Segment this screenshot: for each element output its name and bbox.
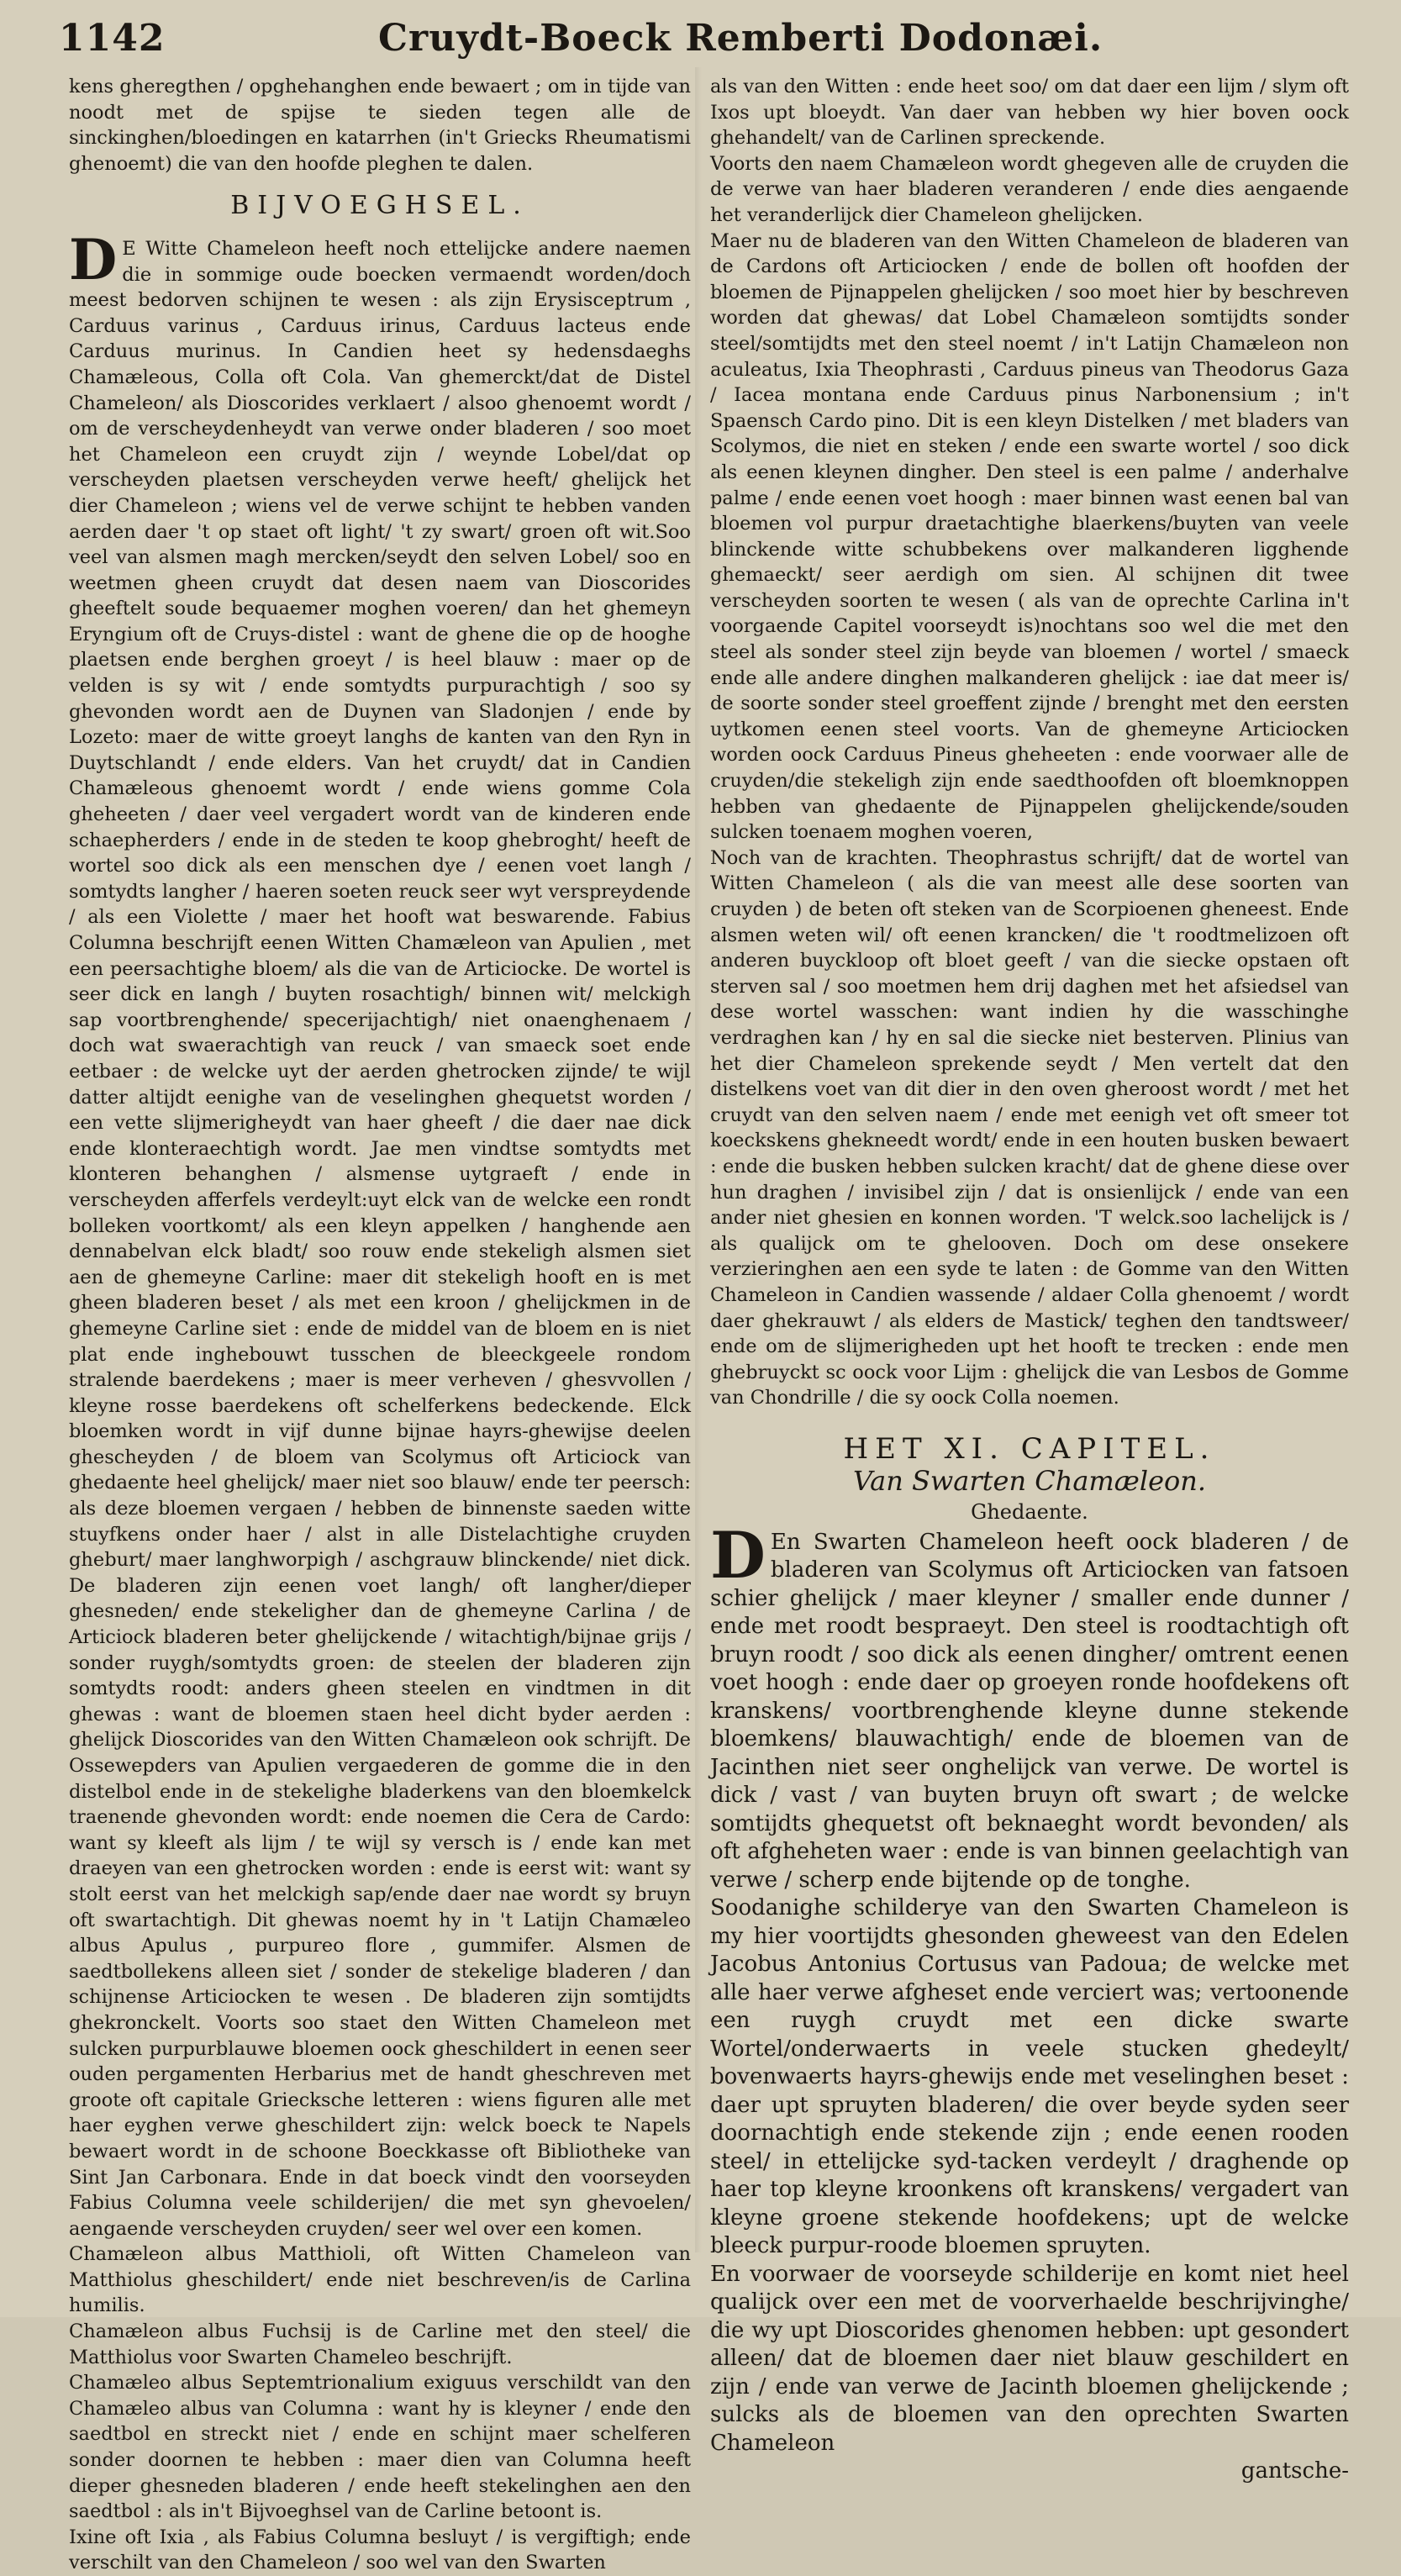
chapter-body <box>710 1517 1349 2486</box>
drop-capital: D <box>69 226 118 292</box>
intro-paragraph: kens gheregthen / opghehanghen ende bewaert ; om in tijde van noodt met de spijse te sieden tegen alle de sinckinghen/bloedingen en katarrhen (in't Griecks Rheumatismi ghenoemt) die van den hoofde pleghen te dalen. <box>69 76 691 175</box>
paragraph-4: Chamæleo albus Septemtrionalium exiguus verschildt van den Chamæleo albus van Columna : want hy is kleyner / ende den saedtbol en streckt niet / ende en schijnt maer schelferen sonder doornen te hebben : maer dien van Columna heeft dieper ghesneden bladeren / ende heeft stekelinghen aen den saedtbol : als in't Bijvoeghsel van de Carline betoont is. <box>69 2372 691 2523</box>
paragraph-3: Maer nu de bladeren van den Witten Chameleon de bladeren van de Cardons oft Articiocken / ende de bollen oft hoofden der bloemen de Pijnappelen ghelijcken / soo moet hier by beschreven worden dat ghewas/ dat Lobel Chamæleon somtijdts sonder steel/somtijdts met den steel noemt / in't Latijn Chamæleon non aculeatus, Ixia Theophrasti , Carduus pineus van Theodorus Gaza / Iacea montana ende Carduus pinus Narbonensium ; in't Spaensch Cardo pino. Dit is een kleyn Distelken / met bladers van Scolymos, die niet en steken / ende een swarte wortel / soo dick als eenen kleynen dingher. Den steel is een palme / anderhalve palme / ende eenen voet hoogh : maer binnen wast eenen bal van bloemen vol purpur draetachtighe blaerkens/buyten van veele blinckende witte schubbekens over malkanderen ligghende ghemaeckt/ seer aerdigh om sien. Al schijnen dit twee verscheyden soorten te wesen ( als van de oprechte Carlina in't voorgaende Capitel voorseydt is)nochtans soo wel die met den steel als sonder steel zijn beyde van bloemen / wortel / smaeck ende alle andere dinghen malkanderen ghelijck : iae dat meer is/ de soorte sonder steel groeffent zijnde / brenght met den eersten uytkomen eenen steel voorts. Van de ghemeyne Articiocken worden oock Carduus Pineus gheheeten : ende voorwaer alle de cruyden/die stekeligh zijn ende saedthoofden oft bloemknoppen hebben van ghedaente de Pijnappelen ghelijckende/souden sulcken toenaem moghen voeren, <box>710 229 1349 844</box>
chapter-paragraph-2: Soodanighe schilderye van den Swarten Chameleon is my hier voortijdts ghesonden gheweest van den Edelen Jacobus Antonius Cortusus van Padoua; de welcke met alle haer verwe afgheset ende verciert was; vertoonende een ruygh cruydt met een dicke swarte Wortel/onderwaerts in veele stucken ghedeylt/ bovenwaerts hayrs-ghewijs ende met veselinghen beset : daer upt spruyten bladeren/ die over beyde syden seer doornachtigh ende stekende zijn ; ende eenen rooden steel/ in ettelijcke syd-tacken verdeylt / draghende op haer top kleyne kroonkens oft kranskens/ vergadert van kleyne groene stekende hoofdekens; upt de welcke bleeck purpur-roode bloemen spruyten. <box>710 1895 1349 2259</box>
paragraph-3: Chamæleon albus Fuchsij is de Carline met den steel/ die Matthiolus voor Swarten Chameleo beschrijft. <box>69 2321 691 2368</box>
chapter-title: HET XI. CAPITEL. <box>843 1431 1216 1466</box>
section-heading: BIJVOEGHSEL. <box>230 191 529 221</box>
paragraph-2: Chamæleon albus Matthioli, oft Witten Chameleon van Matthiolus gheschildert/ ende niet beschreven/is de Carlina humilis. <box>69 2243 691 2317</box>
paragraph-2: Voorts den naem Chamæleon wordt ghegeven alle de cruyden die de verwe van haer bladeren veranderen / ende dies aengaende het veranderlijck dier Chameleon ghelijcken. <box>710 152 1349 226</box>
page-number: 1142 <box>59 17 166 60</box>
paragraph-1 <box>69 226 691 2241</box>
paragraph-1-text: E Witte Chameleon heeft noch ettelijcke andere naemen die in sommige oude boecken vermaendt worden/doch meest bedorven schijnen te wesen : als zijn Erysisceptrum , Carduus varinus , Carduus irinus, Carduus lacteus ende Carduus murinus. In Candien heet sy hedensdaeghs Chamæleous, Colla oft Cola. Van ghemerckt/dat de Distel Chameleon/ als Dioscorides verklaert / alsoo ghenoemt wordt / om de verscheydenheydt van verwe onder bladeren / soo moet het Chameleon een cruydt zijn / weynde Lobel/dat op verscheyden plaetsen verscheyden verwe heeft/ ghelijck het dier Chameleon ; wiens vel de verwe schijnt te hebben vanden aerden daer 't op staet oft light/ 't zy swart/ groen oft wit.Soo veel van alsmen magh mercken/seydt den selven Lobel/ soo en weetmen gheen cruydt dat desen naem van Dioscorides gheeftelt soude bequaemer moghen voeren/ dan het ghemeyn Eryngium oft de Cruys-distel : want de ghene die op de hooghe plaetsen ende berghen groeyt / is heel blauw : maer op de velden is sy wit / ende somtydts purpurachtigh / soo sy ghevonden wordt aen de Duynen van Sladonjen / ende by Lozeto: maer de witte groeyt langhs de kanten van den Ryn in Duytschlandt / ende elders. Van het cruydt/ dat in Candien Chamæleous ghenoemt wordt / ende wiens gomme Cola gheheeten / daer veel vergadert wordt van de kinderen ende schaepherders / ende in de steden te koop ghebroght/ heeft de wortel soo dick als een menschen dye / eenen voet langh / somtydts langher / haeren soeten reuck seer wyt verspreydende / als een Violette / maer het hooft wat beswarende. Fabius Columna beschrijft eenen Witten Chamæleon van Apulien , met een peersachtighe bloem/ als die van de Articiocke. De wortel is seer dick en langh / buyten rosachtigh/ binnen wit/ melckigh sap voortbrenghende/ specerijachtigh/ niet onaenghenaem / doch wat swaerachtigh van reuck / van smaeck soet ende eetbaer : de welcke uyt der aerden ghetrocken zijnde/ te wijl datter altijdt eenighe van de veselinghen ghequetst worden / een vette slijmerigheydt van haer gheeft / die daer nae dick ende klonteraechtigh wordt. Jae men vindtse somtydts met klonteren behanghen / alsmense uytgraeft / ende in verscheyden afferfels verdeylt:uyt elck van de welcke een rondt bolleken voortkomt/ als een kleyn appelken / hanghende aen dennabelvan elck bladt/ soo rouw ende stekeligh alsmen siet aen de ghemeyne Carline: maer dit stekeligh hooft en is met gheen bladeren beset / als met een kroon / ghelijckmen in de ghemeyne Carline siet : ende de middel van de bloem en is niet plat ende inghebouwt tusschen de bleeckgeele rondom stralende baerdekens ; maer is meer verheven / ghesvvollen / kleyne rosse baerdekens oft schelferkens bedeckende. Elck bloemken wordt in vijf dunne bijnae hayrs-ghewijse deelen ghescheyden / de bloem van Scolymus oft Articiock van ghedaente heel ghelijck/ maer niet soo blauw/ ende ter peersch: als deze bloemen vergaen / hebben de binnenste saeden witte stuyfkens onder haer / alst in alle Distelachtighe cruyden gheburt/ maer langhworpigh / aschgrauw blinckende/ niet dick. De bladeren zijn eenen voet langh/ oft langher/dieper ghesneden/ ende stekeligher dan de ghemeyne Carlina / de Articiock bladeren beter ghelijckende / witachtigh/bijnae grijs / sonder ruygh/somtydts groen: de steelen der bladeren zijn somtydts roodt: anders gheen steelen en vindtmen in dit ghewas : want de bloemen staen heel dicht byder aerden : ghelijck Dioscorides van den Witten Chamæleon ook schrijft. De Ossewepders van Apulien vergaederen de gomme die in den distelbol ende in de stekelighe bladerkens van den bloemkelck traenende ghevonden wordt: ende noemen die Cera de Cardo: want sy kleeft als lijm / te wijl sy versch is / ende kan met draeyen van een ghetrocken worden : ende is eerst wit: want sy stolt eerst van het melckigh sap/ende daer nae wordt sy bruyn oft swartachtigh. Dit ghewas noemt hy in 't Latijn Chamæleo albus Apulus , purpureo flore , gummifer. Alsmen de saedtbollekens alleen siet / sonder de stekelige bladeren / dan schijnense Articiocken te wesen . De bladeren zijn somtijdts ghekronckelt. Voorts soo staet den Witten Chameleon met sulcken purpurblauwe bloemen oock gheschildert in eenen seer ouden pergamenten Herbarius met de handt gheschreven met groote oft capitale Griecksche letteren : wiens figuren alle met haer eyghen verwe gheschildert zijn: welck boeck te Napels bewaert wordt in de schoone Boeckkasse oft Bibliotheke van Sint Jan Carbonara. Ende in dat boeck vindt den voorseyden Fabius Columna veele schilderijen/ die met syn ghevoelen/ aengaende verscheyden cruyden/ seer wel over een komen. <box>69 237 691 2240</box>
chapter-paragraph-1 <box>710 1517 1349 1895</box>
right-column <box>710 74 1349 2486</box>
running-title: Cruydt-Boeck Remberti Dodonæi. <box>378 17 1103 60</box>
paragraph-4: Noch van de krachten. Theophrastus schrijft/ dat de wortel van Witten Chameleon ( als die van meest alle dese soorten van cruyden ) de beten oft steken van de Scorpioenen gheneest. Ende alsmen weten wil/ oft eenen krancken/ die 't roodtmelizoen oft anderen buyckloop oft bloet geeft / van die siecke opstaen oft sterven sal / soo moetmen hem drij daghen met het afsiedsel van dese wortel wasschen: want indien hy die wasschinghe verdraghen kan / hy en sal die siecke niet besterven. Plinius van het dier Chameleon sprekende seydt / Men vertelt dat den distelkens voet van dit dier in den oven gheroost wordt / met het cruydt van den selven naem / ende met eenigh vet oft smeer tot koeckskens ghekneedt wordt/ ende in een houten busken bewaert : ende die busken hebben sulcken kracht/ dat de ghene diese over hun draghen / invisibel zijn / dat is onsienlijck / ende van een ander niet ghesien en konnen worden. 'T welck.soo lachelijck is / als qualijck om te ghelooven. Doch om dese onsekere verzieringhen aen een syde te laten : de Gomme van den Witten Chameleon in Candien wassende / aldaer Colla ghenoemt / wordt daer ghekrauwt / als elders de Mastick/ teghen den tandtsweer/ ende om de slijmerigheden upt het hooft te trecken : ende men ghebruyckt sc oock voor Lijm : ghelijck die van Lesbos de Gomme van Chondrille / die sy oock Colla noemen. <box>710 846 1349 1409</box>
catchword: gantsche- <box>1240 2458 1349 2484</box>
paragraph-1: als van den Witten : ende heet soo/ om dat daer een lijm / slym oft Ixos upt bloeydt. Van daer van hebben wy hier boven oock ghehandelt/ van de Carlinen spreckende. <box>710 76 1349 150</box>
chapter-paragraph-1-text: En Swarten Chameleon heeft oock bladeren / de bladeren van Scolymus oft Articiocken van fatsoen schier ghelijck / maer kleyner / smaller ende dunner / ende met roodt bespraeyt. Den steel is roodtachtigh oft bruyn roodt / soo dick als eenen dingher/ omtrent eenen voet hoogh : ende daer op groeyen ronde hoofdekens oft kranskens/ voortbrenghende kleyne dunne stekende bloemkens/ blauwachtigh/ ende de bloemen van de Jacinthen niet seer onghelijck van verwe. De wortel is dick / vast / van buyten bruyn oft swart ; de welcke somtijdts ghequetst oft beknaeght wordt bevonden/ als oft afgheheten waer : ende is van binnen geelachtigh van verwe / scherp ende bijtende op de tonghe. <box>710 1529 1349 1893</box>
left-column <box>69 74 691 2576</box>
page-header <box>59 17 1351 67</box>
chapter-label: Ghedaente. <box>971 1500 1088 1525</box>
chapter-subtitle: Van Swarten Chamæleon. <box>852 1465 1207 1498</box>
paragraph-5: Ixine oft Ixia , als Fabius Columna besluyt / is vergiftigh; ende verschilt van den Chameleon / soo wel van den Swarten <box>69 2526 691 2574</box>
column-gutter <box>695 67 702 2252</box>
chapter-paragraph-3: En voorwaer de voorseyde schilderije en komt niet heel qualijck over een met de voorverhaelde beschrijvinghe/ die wy upt Dioscorides ghenomen hebben: upt gesondert alleen/ dat de bloemen daer niet blauw geschildert en zijn / ende van verwe de Jacinth bloemen ghelijckende ; sulcks als de bloemen van den oprechten Swarten Chameleon <box>710 2261 1349 2456</box>
drop-capital: D <box>710 1517 766 1593</box>
